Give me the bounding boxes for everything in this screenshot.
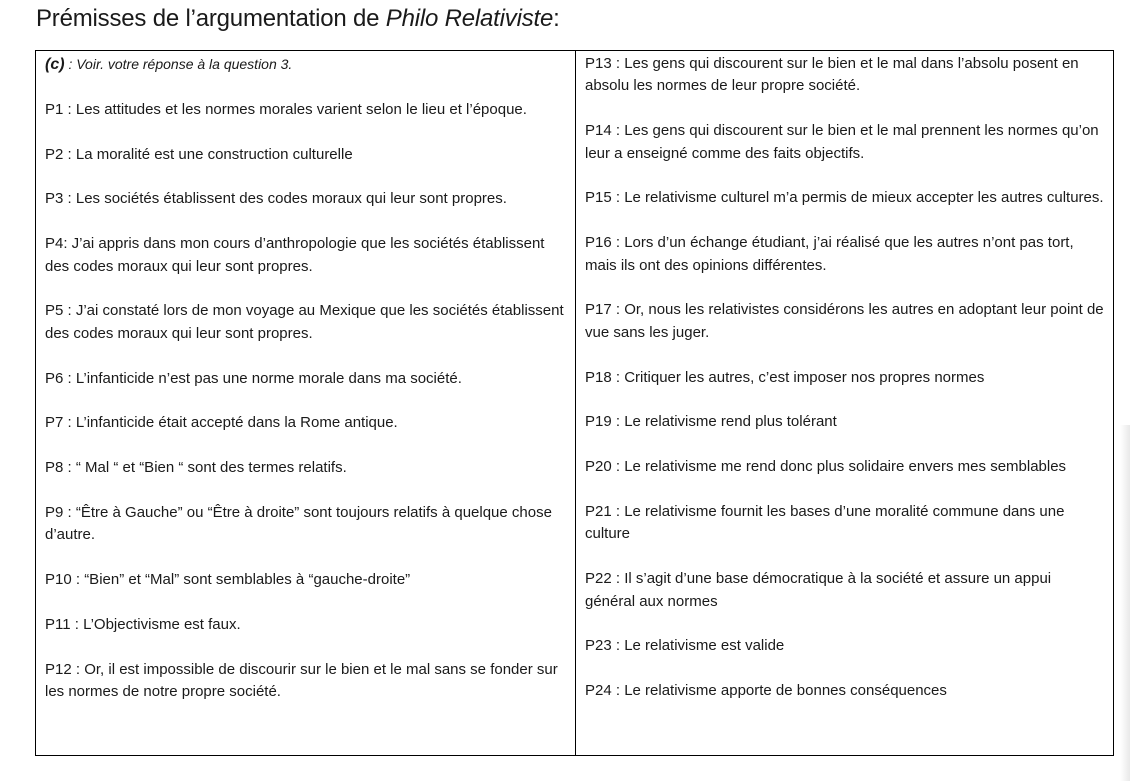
title-prefix: Prémisses de l’argumentation de <box>36 5 386 32</box>
premise-p5: P5 : J’ai constaté lors de mon voyage au Mexique que les sociétés établissent des codes moraux qui leur sont propres. <box>45 302 564 342</box>
page-title <box>36 4 560 34</box>
title-italic: Philo Relativiste <box>385 5 554 32</box>
premise-p17: P17 : Or, nous les relativistes considérons les autres en adoptant leur point de vue sans les juger. <box>585 301 1104 341</box>
premise-p21: P21 : Le relativisme fournit les bases d’une moralité commune dans une culture <box>585 503 1065 543</box>
premise-p4: P4: J’ai appris dans mon cours d’anthropologie que les sociétés établissent des codes moraux qui leur sont propres. <box>45 235 545 275</box>
premise-p16: P16 : Lors d’un échange étudiant, j’ai réalisé que les autres n’ont pas tort, mais ils ont des opinions différentes. <box>585 234 1074 274</box>
premises-column-right <box>576 51 1113 755</box>
premise-p18: P18 : Critiquer les autres, c’est imposer nos propres normes <box>585 368 985 386</box>
note-text: : Voir. votre réponse à la question 3. <box>64 56 293 72</box>
premise-p20: P20 : Le relativisme me rend donc plus solidaire envers mes semblables <box>585 458 1067 476</box>
premise-p8: P8 : “ Mal “ et “Bien “ sont des termes relatifs. <box>45 459 347 477</box>
note-label: (c) <box>45 56 65 73</box>
window-edge-shadow <box>1120 425 1130 781</box>
premises-table <box>35 50 1114 756</box>
premise-p19: P19 : Le relativisme rend plus tolérant <box>585 413 837 431</box>
premise-p6: P6 : L’infanticide n’est pas une norme morale dans ma société. <box>45 369 462 387</box>
premise-p11: P11 : L’Objectivisme est faux. <box>45 615 241 633</box>
premise-p7: P7 : L’infanticide était accepté dans la Rome antique. <box>45 414 398 432</box>
premise-p10: P10 : “Bien” et “Mal” sont semblables à “gauche-droite” <box>45 571 411 589</box>
premise-p14: P14 : Les gens qui discourent sur le bien et le mal prennent les normes qu’on leur a enseigné comme des faits objectifs. <box>585 122 1099 162</box>
premise-p15: P15 : Le relativisme culturel m’a permis de mieux accepter les autres cultures. <box>585 189 1104 207</box>
title-suffix: : <box>553 5 560 32</box>
premise-p12: P12 : Or, il est impossible de discourir sur le bien et le mal sans se fonder sur les normes de notre propre société. <box>45 660 558 701</box>
premise-p3: P3 : Les sociétés établissent des codes moraux qui leur sont propres. <box>45 190 507 208</box>
premise-p13: P13 : Les gens qui discourent sur le bien et le mal dans l’absolu posent en absolu les normes de leur propre société. <box>585 55 1079 95</box>
premise-p24: P24 : Le relativisme apporte de bonnes conséquences <box>585 682 947 700</box>
premise-p1: P1 : Les attitudes et les normes morales varient selon le lieu et l’époque. <box>45 100 527 118</box>
premise-p2: P2 : La moralité est une construction culturelle <box>45 145 353 163</box>
note-line <box>45 53 567 76</box>
premise-p22: P22 : Il s’agit d’une base démocratique à la société et assure un appui général aux normes <box>585 570 1052 610</box>
premise-p23: P23 : Le relativisme est valide <box>585 637 785 655</box>
premise-p9: P9 : “Être à Gauche” ou “Être à droite” sont toujours relatifs à quelque chose d’autre. <box>45 503 552 544</box>
premises-column-left <box>36 51 576 755</box>
